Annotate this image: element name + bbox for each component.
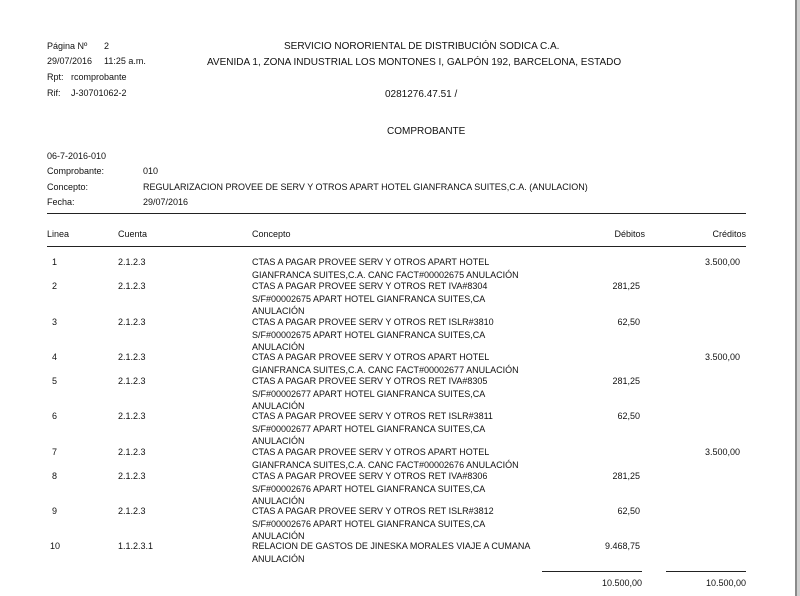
row-linea: 7 [52,447,58,457]
company-phone: 0281276.47.51 / [385,89,458,100]
row-concepto-line: GIANFRANCA SUITES,C.A. CANC FACT#00002677 ANULACIÓN [252,364,519,375]
row-concepto-line: CTAS A PAGAR PROVEE SERV Y OTROS RET IVA#8306 [252,471,488,481]
row-cuenta: 2.1.2.3 [118,447,146,457]
row-linea: 8 [52,471,58,481]
table-header-rule [47,246,746,247]
row-concepto-line: S/F#00002676 APART HOTEL GIANFRANCA SUITES,CA [252,518,486,529]
fecha-label: Fecha: [47,197,75,207]
row-concepto-line: CTAS A PAGAR PROVEE SERV Y OTROS RET IVA#8305 [252,376,488,386]
row-concepto [252,446,519,471]
row-credito: 3.500,00 [704,257,740,267]
row-concepto [252,375,487,413]
row-concepto-line: ANULACIÓN [252,306,305,316]
rif-label: Rif: [47,88,61,98]
row-concepto [252,470,487,508]
row-linea: 5 [52,376,58,386]
col-debitos-header: Débitos [614,229,645,239]
rif-value: J-30701062-2 [71,88,127,98]
print-date: 29/07/2016 [47,56,93,66]
row-concepto-line: CTAS A PAGAR PROVEE SERV Y OTROS RET ISLR#3810 [252,317,494,327]
rpt-label: Rpt: [47,72,64,82]
row-linea: 3 [52,317,58,327]
concepto-label: Concepto: [47,182,89,192]
row-concepto-line: CTAS A PAGAR PROVEE SERV Y OTROS RET ISLR#3812 [252,506,494,516]
row-concepto-line: GIANFRANCA SUITES,C.A. CANC FACT#00002675 ANULACIÓN [252,269,519,280]
creditos-total: 10.500,00 [705,578,746,588]
comprobante-value: 010 [143,166,159,176]
row-linea: 1 [52,257,58,267]
rpt-value: rcomprobante [71,72,127,82]
row-debito: 62,50 [617,506,640,516]
row-linea: 9 [52,506,58,516]
row-concepto-line: CTAS A PAGAR PROVEE SERV Y OTROS APART HOTEL [252,352,490,362]
row-cuenta: 1.1.2.3.1 [118,541,154,551]
row-debito: 281,25 [612,471,640,481]
row-concepto-line: ANULACIÓN [252,496,305,506]
row-concepto-line: S/F#00002675 APART HOTEL GIANFRANCA SUITES,CA [252,293,486,304]
row-cuenta: 2.1.2.3 [118,317,146,327]
row-cuenta: 2.1.2.3 [118,352,146,362]
comprobante-label: Comprobante: [47,166,105,176]
row-debito: 9.468,75 [604,541,640,551]
row-concepto [252,410,493,448]
row-concepto-line: CTAS A PAGAR PROVEE SERV Y OTROS RET IVA#8304 [252,281,488,291]
col-creditos-header: Créditos [712,229,746,239]
row-credito: 3.500,00 [704,447,740,457]
row-cuenta: 2.1.2.3 [118,506,146,516]
row-concepto [252,505,494,543]
page-number: 2 [104,41,110,51]
row-cuenta: 2.1.2.3 [118,376,146,386]
debitos-total: 10.500,00 [601,578,642,588]
row-concepto [252,280,487,318]
row-concepto-line: ANULACIÓN [252,553,305,564]
row-concepto-line: ANULACIÓN [252,342,305,352]
row-cuenta: 2.1.2.3 [118,257,146,267]
row-debito: 62,50 [617,317,640,327]
page-label: Página Nº [47,41,88,51]
row-concepto [252,316,494,354]
row-credito: 3.500,00 [704,352,740,362]
row-debito: 281,25 [612,281,640,291]
row-concepto [252,256,519,281]
row-cuenta: 2.1.2.3 [118,471,146,481]
row-concepto-line: CTAS A PAGAR PROVEE SERV Y OTROS APART HOTEL [252,257,490,267]
row-linea: 10 [50,541,61,551]
row-concepto-line: S/F#00002675 APART HOTEL GIANFRANCA SUITES,CA [252,329,486,340]
voucher-code: 06-7-2016-010 [47,151,107,161]
fecha-value: 29/07/2016 [143,197,189,207]
creditos-total-rule [666,571,746,572]
col-cuenta-header: Cuenta [118,229,148,239]
row-linea: 2 [52,281,58,291]
row-concepto [252,351,519,376]
row-concepto-line: S/F#00002676 APART HOTEL GIANFRANCA SUITES,CA [252,483,486,494]
row-concepto-line: ANULACIÓN [252,531,305,541]
row-concepto-line: GIANFRANCA SUITES,C.A. CANC FACT#00002676 ANULACIÓN [252,459,519,470]
table-top-rule [47,213,746,214]
concepto-value: REGULARIZACION PROVEE DE SERV Y OTROS APART HOTEL GIANFRANCA SUITES,C.A. (ANULACION) [143,182,588,192]
row-concepto-line: ANULACIÓN [252,436,305,446]
col-concepto-header: Concepto [252,229,291,239]
company-address: AVENIDA 1, ZONA INDUSTRIAL LOS MONTONES I, GALPÓN 192, BARCELONA, ESTADO [207,57,622,68]
document-title: COMPROBANTE [387,126,466,137]
row-concepto-line: ANULACIÓN [252,401,305,411]
row-concepto [252,540,530,565]
row-concepto-line: CTAS A PAGAR PROVEE SERV Y OTROS APART HOTEL [252,447,490,457]
row-debito: 62,50 [617,411,640,421]
row-debito: 281,25 [612,376,640,386]
row-cuenta: 2.1.2.3 [118,411,146,421]
row-cuenta: 2.1.2.3 [118,281,146,291]
row-linea: 6 [52,411,58,421]
print-time: 11:25 a.m. [104,56,146,66]
company-name: SERVICIO NORORIENTAL DE DISTRIBUCIÓN SODICA C.A. [284,41,560,52]
debitos-total-rule [542,571,642,572]
row-concepto-line: RELACION DE GASTOS DE JINESKA MORALES VIAJE A CUMANA [252,541,531,551]
row-concepto-line: S/F#00002677 APART HOTEL GIANFRANCA SUITES,CA [252,423,486,434]
row-linea: 4 [52,352,58,362]
row-concepto-line: CTAS A PAGAR PROVEE SERV Y OTROS RET ISLR#3811 [252,411,493,421]
col-linea-header: Linea [47,229,70,239]
row-concepto-line: S/F#00002677 APART HOTEL GIANFRANCA SUITES,CA [252,388,486,399]
